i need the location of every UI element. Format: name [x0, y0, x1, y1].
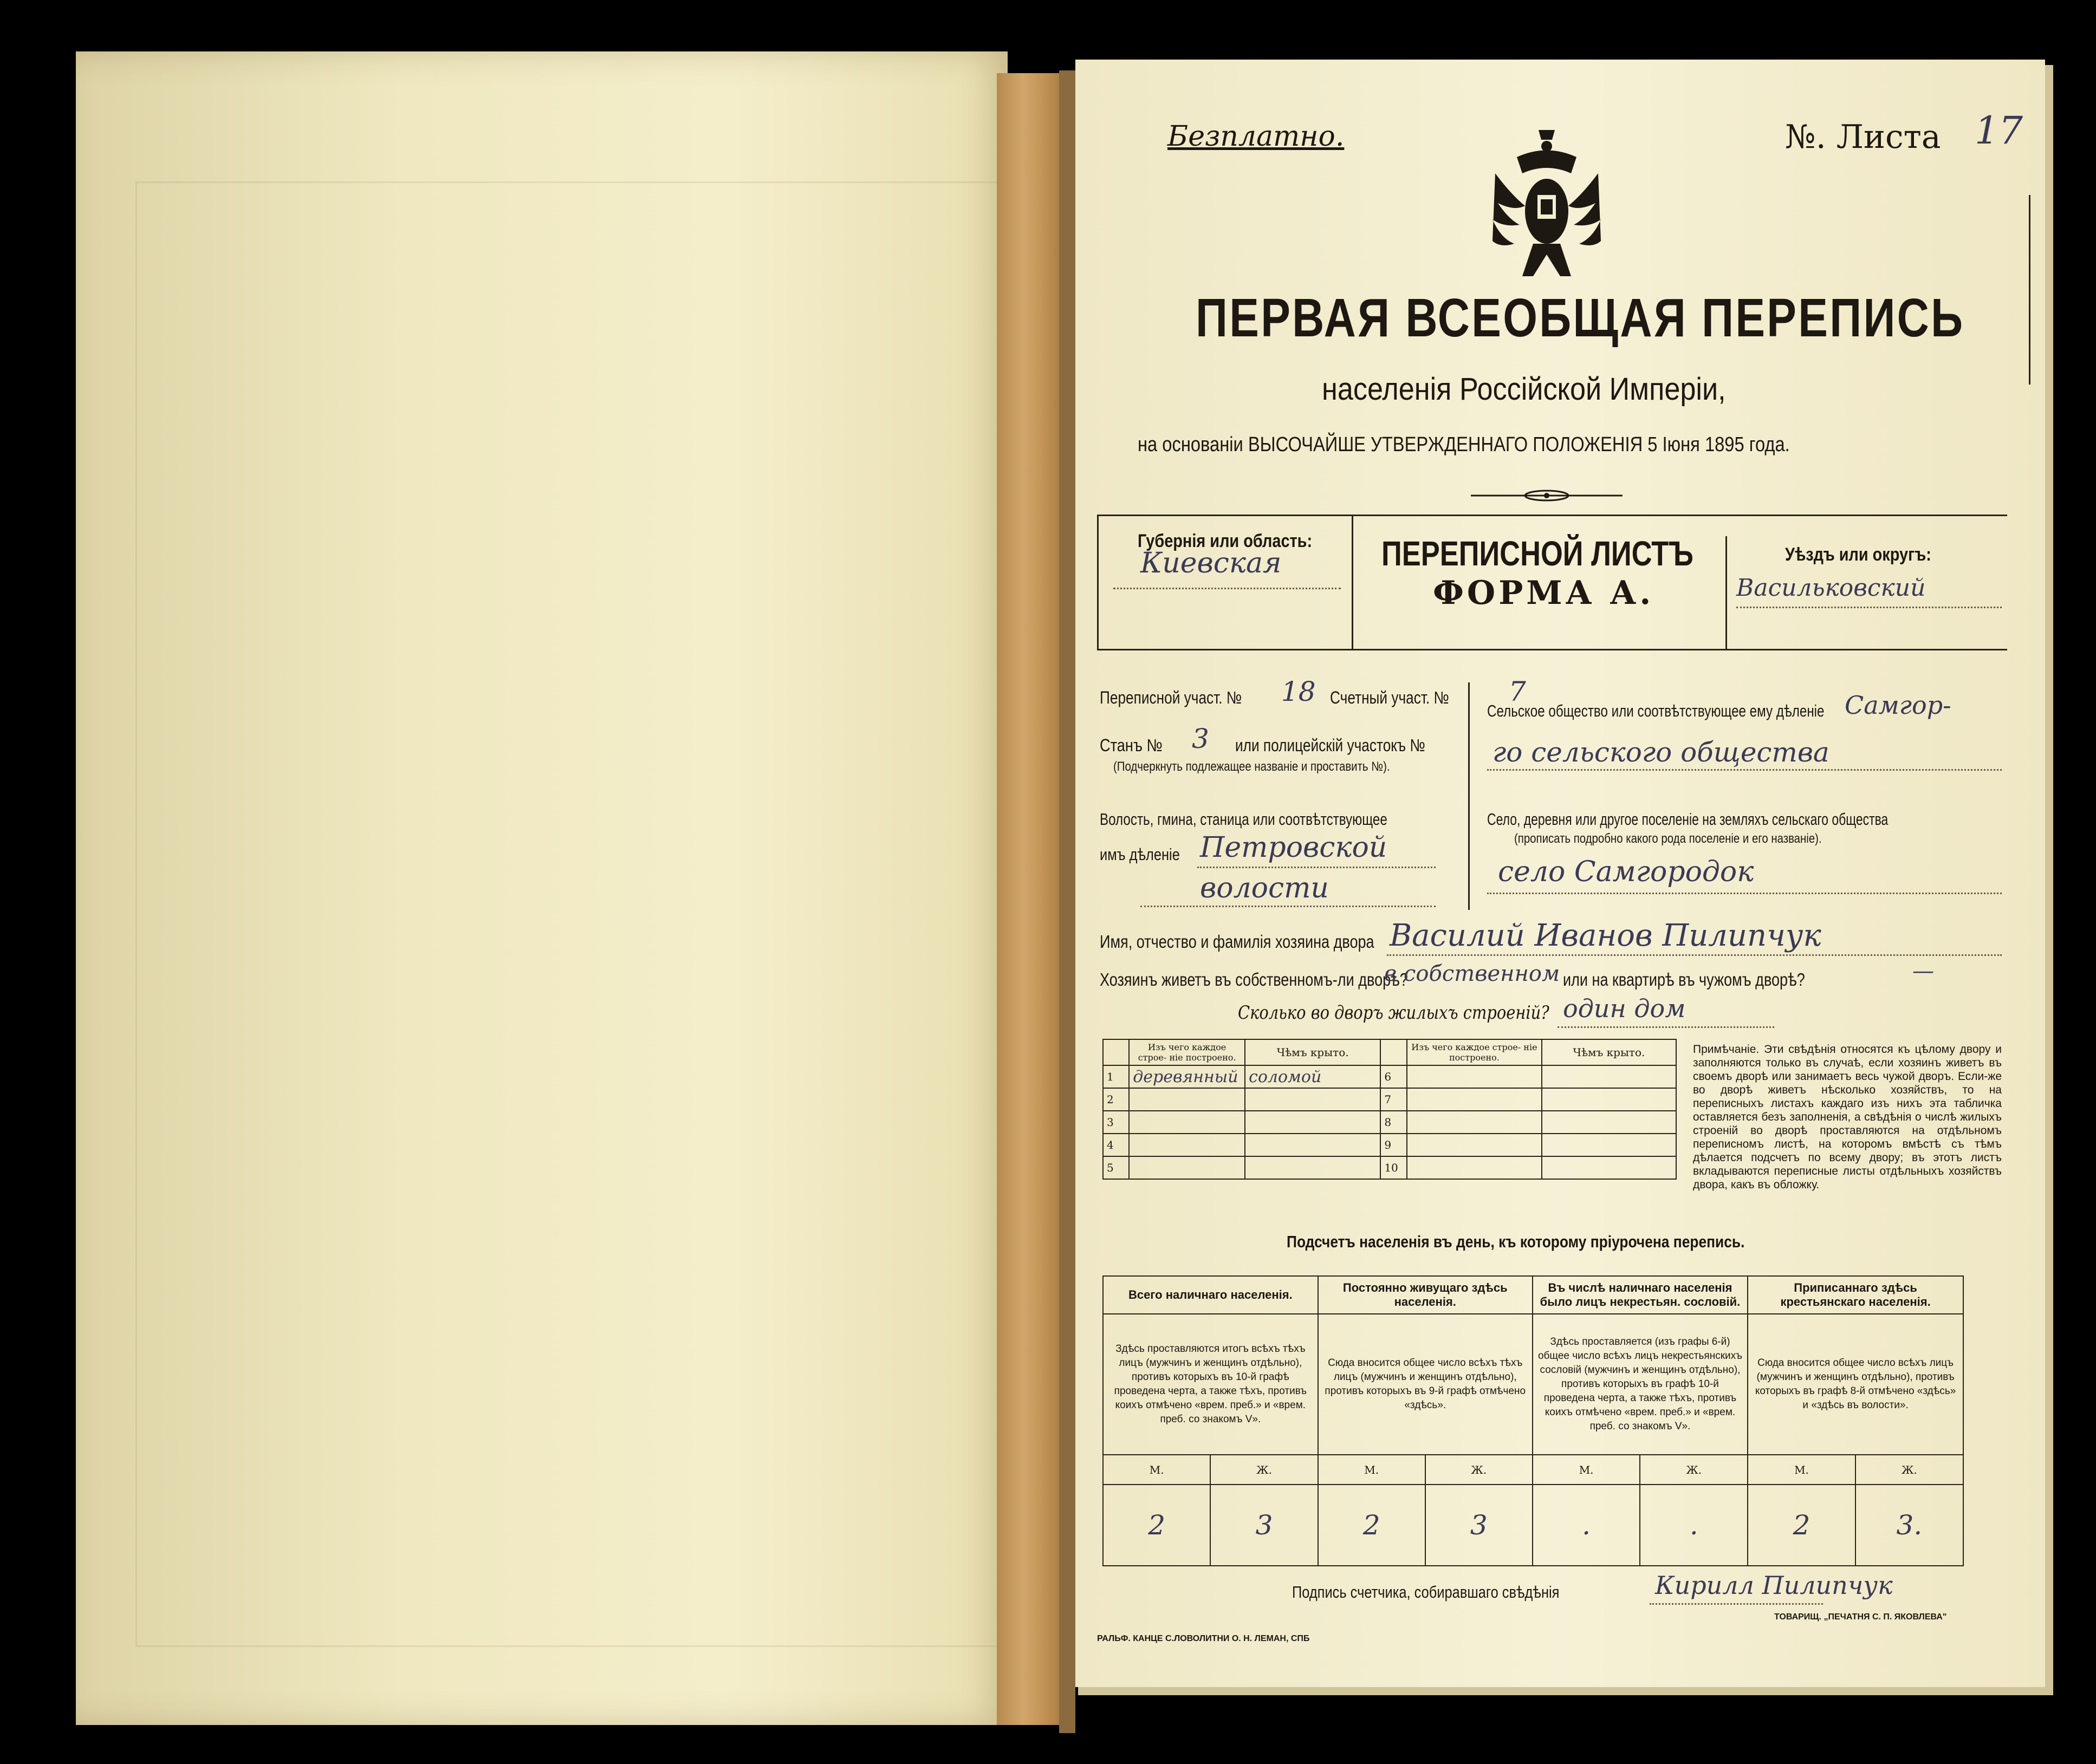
signature-label: Подпись счетчика, собиравшаго свѣдѣнія [1292, 1583, 1560, 1602]
schetny-value: 7 [1509, 676, 1526, 707]
count-zh-head: Ж. [1425, 1455, 1533, 1485]
buildings-corner-2 [1380, 1039, 1407, 1065]
census-form-page [1075, 60, 2045, 1687]
volost-value-2: волости [1200, 872, 1329, 904]
page-edge-rule [2029, 195, 2030, 385]
population-count-table [1102, 1275, 1964, 1566]
count-value: . [1640, 1485, 1748, 1566]
table-cell [1245, 1156, 1380, 1179]
sheet-number-label: №. Листа [1785, 118, 1941, 156]
volost-line-2 [1140, 906, 1436, 907]
count-title: Подсчетъ населенія въ день, къ которому пріурочена перепись. [1287, 1232, 1745, 1251]
row-number: 6 [1380, 1065, 1407, 1088]
row-number: 9 [1380, 1134, 1407, 1156]
count-value: 3 [1210, 1485, 1318, 1566]
buildings-value: один дом [1563, 994, 1686, 1023]
uezd-value: Васильковский [1736, 574, 1926, 602]
table-cell [1129, 1156, 1245, 1179]
volost-label-1: Волость, гмина, станица или соотвѣтствующее [1100, 810, 1387, 829]
row-number: 8 [1380, 1111, 1407, 1134]
owner-label: Имя, отчество и фамилія хозяина двора [1100, 932, 1374, 952]
count-desc-4: Сюда вносится общее число всѣхъ лицъ (мужчинъ и женщинъ отдѣльно), противъ которыхъ въ графѣ 8-й отмѣчено «здѣсь» и «здѣсь въ волости». [1748, 1314, 1963, 1455]
count-m-head: М. [1103, 1455, 1210, 1485]
buildings-col-roof-1: Чѣмъ крыто. [1245, 1039, 1380, 1065]
buildings-col-material-2: Изъ чего каждое строе- ніе построено. [1407, 1039, 1542, 1065]
lives-label: Хозяинъ живетъ въ собственномъ-ли дворѣ? [1100, 969, 1408, 990]
selo-label: Село, деревня или другое поселеніе на земляхъ сельскаго общества [1487, 810, 1889, 829]
gubernia-line [1113, 588, 1341, 589]
form-subtitle: населенія Россійской Имперіи, [1322, 372, 1726, 407]
count-value: 2 [1318, 1485, 1425, 1566]
form-a-label: ФОРМА А. [1433, 574, 1654, 612]
stan-label: Станъ № [1100, 735, 1163, 755]
count-zh-head: Ж. [1640, 1455, 1748, 1485]
uchastok-value: 18 [1281, 676, 1316, 707]
row-number: 4 [1103, 1134, 1129, 1156]
table-cell [1542, 1111, 1676, 1134]
table-cell [1245, 1088, 1380, 1111]
uezd-line [1736, 607, 2002, 608]
count-value: 3 [1425, 1485, 1533, 1566]
owner-value: Василий Иванов Пилипчук [1390, 918, 1821, 953]
printer-left: РАЛЬФ. КАНЦЕ С.ЛОВОЛИТНИ О. Н. ЛЕМАН, СПБ [1097, 1634, 1310, 1643]
table-cell [1407, 1134, 1542, 1156]
count-zh-head: Ж. [1210, 1455, 1318, 1485]
table-row [1103, 1134, 1676, 1156]
table-cell [1129, 1111, 1245, 1134]
buildings-line [1558, 1026, 1774, 1028]
selo-line [1487, 893, 2002, 894]
count-m-head: М. [1748, 1455, 1855, 1485]
row1-roof: соломой [1245, 1065, 1380, 1088]
buildings-label: Сколько во дворъ жилыхъ строеній? [1238, 1002, 1549, 1024]
left-blank-page [76, 51, 1008, 1725]
row1-material: деревянный [1129, 1065, 1245, 1088]
uezd-label: Уѣздъ или округъ: [1785, 544, 1931, 565]
table-cell [1542, 1134, 1676, 1156]
buildings-col-material-1: Изъ чего каждое строе- ніе построено. [1129, 1039, 1245, 1065]
count-m-head: М. [1318, 1455, 1425, 1485]
table-cell [1542, 1065, 1676, 1088]
schetny-label: Счетный участ. № [1330, 688, 1449, 707]
row-number: 7 [1380, 1088, 1407, 1111]
uchastok-label: Переписной участ. № [1100, 688, 1242, 707]
form-head-rule-mid2 [1725, 536, 1727, 650]
count-desc-1: Здѣсь проставляются итогъ всѣхъ тѣхъ лицъ (мужчинъ и женщинъ отдѣльно), противъ которыхъ въ 10-й графѣ проведена черта, а также тѣхъ, противъ коихъ отмѣчено «врем. преб.» и «врем. преб. со знакомъ V». [1103, 1314, 1318, 1455]
table-cell [1542, 1088, 1676, 1111]
count-value: . [1533, 1485, 1640, 1566]
form-head-rule-bottom [1097, 649, 2007, 650]
spine-edge [1059, 70, 1075, 1733]
obshchestvo-line [1487, 769, 2002, 771]
show-through-ruling [135, 181, 1005, 1647]
table-row [1103, 1065, 1676, 1088]
count-zh-head: Ж. [1855, 1455, 1963, 1485]
table-row [1103, 1156, 1676, 1179]
owner-line [1387, 954, 2002, 956]
free-label: Безплатно. [1167, 120, 1345, 153]
table-row [1103, 1111, 1676, 1134]
count-desc-3: Здѣсь проставляется (изъ графы 6-й) общее число всѣхъ лицъ некрестьянскихъ сословій (мужчинъ и женщинъ отдѣльно), противъ которыхъ въ графѣ 10-й проведена черта, а также тѣхъ, противъ коихъ отмѣчено «врем. преб.» и «врем. преб. со знакомъ V». [1533, 1314, 1748, 1455]
row-number: 5 [1103, 1156, 1129, 1179]
police-label: или полицейскій участокъ № [1235, 735, 1425, 755]
count-header-1: Всего наличнаго населенія. [1103, 1276, 1318, 1314]
form-head-rule-mid1 [1352, 515, 1353, 650]
row-number: 2 [1103, 1088, 1129, 1111]
sheet-number-handwritten: 17 [1975, 108, 2023, 153]
signature-value: Кирилл Пилипчук [1655, 1571, 1893, 1600]
table-cell [1407, 1088, 1542, 1111]
divider-ornament [1465, 487, 1628, 504]
selo-value: село Самгородок [1498, 856, 1754, 888]
count-header-2: Постоянно живущаго здѣсь населенія. [1318, 1276, 1533, 1314]
obshchestvo-label: Сельское общество или соотвѣтствующее ему дѣленіе [1487, 701, 1825, 720]
form-basis: на основаніи ВЫСОЧАЙШЕ УТВЕРЖДЕННАГО ПОЛОЖЕНІЯ 5 Іюня 1895 года. [1138, 433, 1790, 456]
selo-note: (прописать подробно какого рода поселеніе и его названіе). [1514, 831, 1822, 846]
table-cell [1245, 1134, 1380, 1156]
field-column-divider [1468, 682, 1470, 910]
table-row [1103, 1088, 1676, 1111]
form-title: ПЕРВАЯ ВСЕОБЩАЯ ПЕРЕПИСЬ [1196, 288, 1965, 348]
lives-value: в собственном [1384, 961, 1560, 986]
signature-line [1650, 1603, 1823, 1605]
obshchestvo-value-1: Самгор- [1845, 691, 1951, 720]
imperial-eagle-emblem [1484, 125, 1609, 287]
buildings-col-roof-2: Чѣмъ крыто. [1542, 1039, 1676, 1065]
buildings-table [1102, 1039, 1677, 1180]
count-value: 3. [1855, 1485, 1963, 1566]
volost-line-1 [1197, 867, 1436, 868]
table-cell [1407, 1065, 1542, 1088]
gubernia-value: Киевская [1140, 547, 1282, 580]
form-head-rule-left [1097, 515, 1099, 650]
obshchestvo-value-2: го сельского общества [1492, 737, 1829, 768]
printer-right: ТОВАРИЩ. „ПЕЧАТНЯ С. П. ЯКОВЛЕВА" [1774, 1612, 1947, 1622]
table-cell [1407, 1156, 1542, 1179]
count-value: 2 [1748, 1485, 1855, 1566]
stan-note: (Подчеркнуть подлежащее названіе и проставить №). [1113, 759, 1390, 774]
table-cell [1129, 1134, 1245, 1156]
table-cell [1542, 1156, 1676, 1179]
sheet-title: ПЕРЕПИСНОЙ ЛИСТЪ [1381, 534, 1693, 573]
count-m-head: М. [1533, 1455, 1640, 1485]
count-header-4: Приписаннаго здѣсь крестьянскаго населенія. [1748, 1276, 1963, 1314]
count-header-3: Въ числѣ наличнаго населенія было лицъ некрестьян. сословій. [1533, 1276, 1748, 1314]
form-head-rule-top [1097, 515, 2007, 516]
table-cell [1407, 1111, 1542, 1134]
volost-value-1: Петровской [1200, 831, 1387, 864]
or-value: — [1912, 959, 1934, 984]
or-label: или на квартирѣ въ чужомъ дворѣ? [1563, 969, 1805, 990]
volost-label-2: имъ дѣленіе [1100, 845, 1180, 864]
count-desc-2: Сюда вносится общее число всѣхъ тѣхъ лицъ (мужчинъ и женщинъ отдѣльно), противъ которыхъ въ 9-й графѣ отмѣчено «здѣсь». [1318, 1314, 1533, 1455]
stan-value: 3 [1192, 723, 1209, 754]
count-value: 2 [1103, 1485, 1210, 1566]
row-number: 1 [1103, 1065, 1129, 1088]
table-cell [1245, 1111, 1380, 1134]
row-number: 3 [1103, 1111, 1129, 1134]
table-cell [1129, 1088, 1245, 1111]
buildings-note: Примѣчаніе. Эти свѣдѣнія относятся къ цѣлому двору и заполняются только въ случаѣ, если хозяинъ живетъ въ своемъ дворѣ или занимаетъ весь чужой дворъ. Если-же во дворѣ живетъ нѣсколько хозяйствъ, то на переписныхъ листахъ каждаго изъ нихъ эта табличка оставляется безъ заполненія, а свѣдѣнія о числѣ жилыхъ строеній во дворѣ проставляются на отдѣльномъ переписномъ листѣ, на которомъ вмѣстѣ съ тѣмъ дѣлается подсчетъ по всему двору; въ этотъ листъ вкладываются переписные листы отдѣльныхъ хозяйствъ двора, какъ въ обложку. [1693, 1043, 2002, 1191]
binding-spine [997, 73, 1062, 1725]
buildings-corner [1103, 1039, 1129, 1065]
row-number: 10 [1380, 1156, 1407, 1179]
gubernia-label: Губернія или область: [1138, 531, 1313, 551]
